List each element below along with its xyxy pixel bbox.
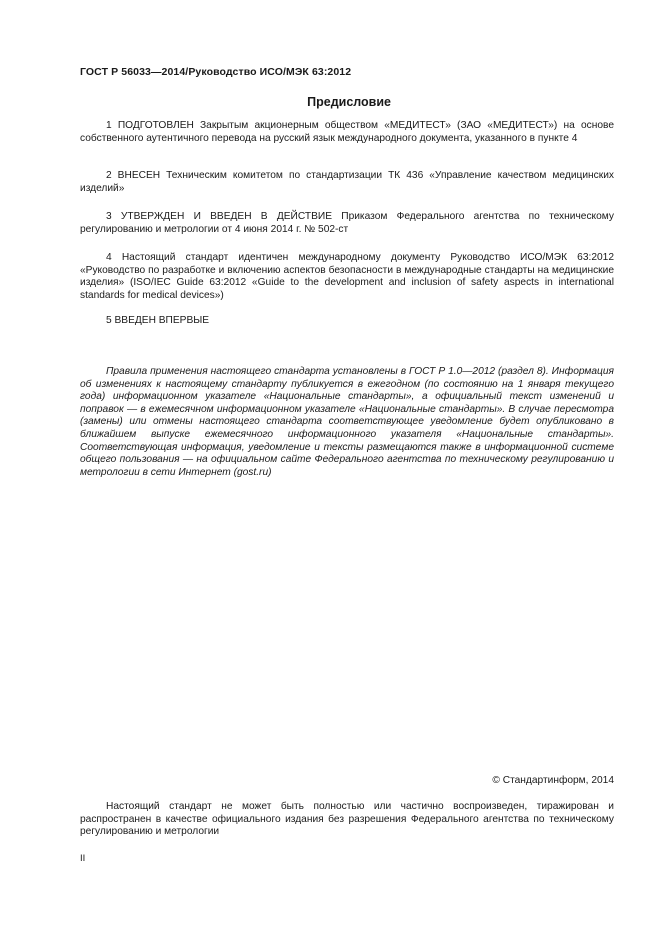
page-number: II xyxy=(80,853,86,864)
foreword-item-2 xyxy=(80,170,614,195)
page-title: Предисловие xyxy=(307,95,391,109)
document-header: ГОСТ Р 56033—2014/Руководство ИСО/МЭК 63:2012 xyxy=(80,66,352,78)
rules-note-text: Правила применения настоящего стандарта установлены в ГОСТ Р 1.0—2012 (раздел 8). Информация об изменениях к настоящему стандарту публикуется в ежегодном (по состоянию на 1 января текущего года) информационном указателе «Национальные стандарты», а официальный текст изменений и поправок — в ежемесячном информационном указателе «Национальные стандарты». В случае пересмотра (замены) или отмены настоящего стандарта соответствующее уведомление будет опубликовано в ближайшем выпуске ежемесячного информационного указателя «Национальные стандарты». Соответствующая информация, уведомление и тексты размещаются также в информационной системе общего пользования — на официальном сайте Федерального агентства по техническому регулированию и метрологии в сети Интернет (gost.ru) xyxy=(80,366,614,478)
rules-note xyxy=(80,366,614,479)
foreword-item-5-text: 5 ВВЕДЕН ВПЕРВЫЕ xyxy=(106,315,210,326)
foreword-item-1-text: 1 ПОДГОТОВЛЕН Закрытым акционерным обществом «МЕДИТЕСТ» (ЗАО «МЕДИТЕСТ») на основе собственного аутентичного перевода на русский язык международного документа, указанного в пункте 4 xyxy=(80,120,614,144)
reproduction-notice-text: Настоящий стандарт не может быть полностью или частично воспроизведен, тиражирован и распространен в качестве официального издания без разрешения Федерального агентства по техническому регулированию и метрологии xyxy=(80,801,614,838)
foreword-item-1 xyxy=(80,120,614,145)
foreword-item-4-text: 4 Настоящий стандарт идентичен международному документу Руководство ИСО/МЭК 63:2012 «Руководство по разработке и включению аспектов безопасности в международные стандарты на медицинские изделия» (ISO/IEC Guide 63:2012 «Guide to the development and inclusion of safety aspects in international standards for medical devices») xyxy=(80,252,614,301)
reproduction-notice xyxy=(80,801,614,839)
foreword-item-4 xyxy=(80,252,614,302)
foreword-item-3-text: 3 УТВЕРЖДЕН И ВВЕДЕН В ДЕЙСТВИЕ Приказом Федерального агентства по техническому регулированию и метрологии от 4 июня 2014 г. № 502-ст xyxy=(80,211,614,235)
foreword-item-5 xyxy=(80,315,614,328)
copyright: © Стандартинформ, 2014 xyxy=(492,775,614,786)
foreword-item-3 xyxy=(80,211,614,236)
foreword-item-2-text: 2 ВНЕСЕН Техническим комитетом по стандартизации ТК 436 «Управление качеством медицинских изделий» xyxy=(80,170,614,194)
